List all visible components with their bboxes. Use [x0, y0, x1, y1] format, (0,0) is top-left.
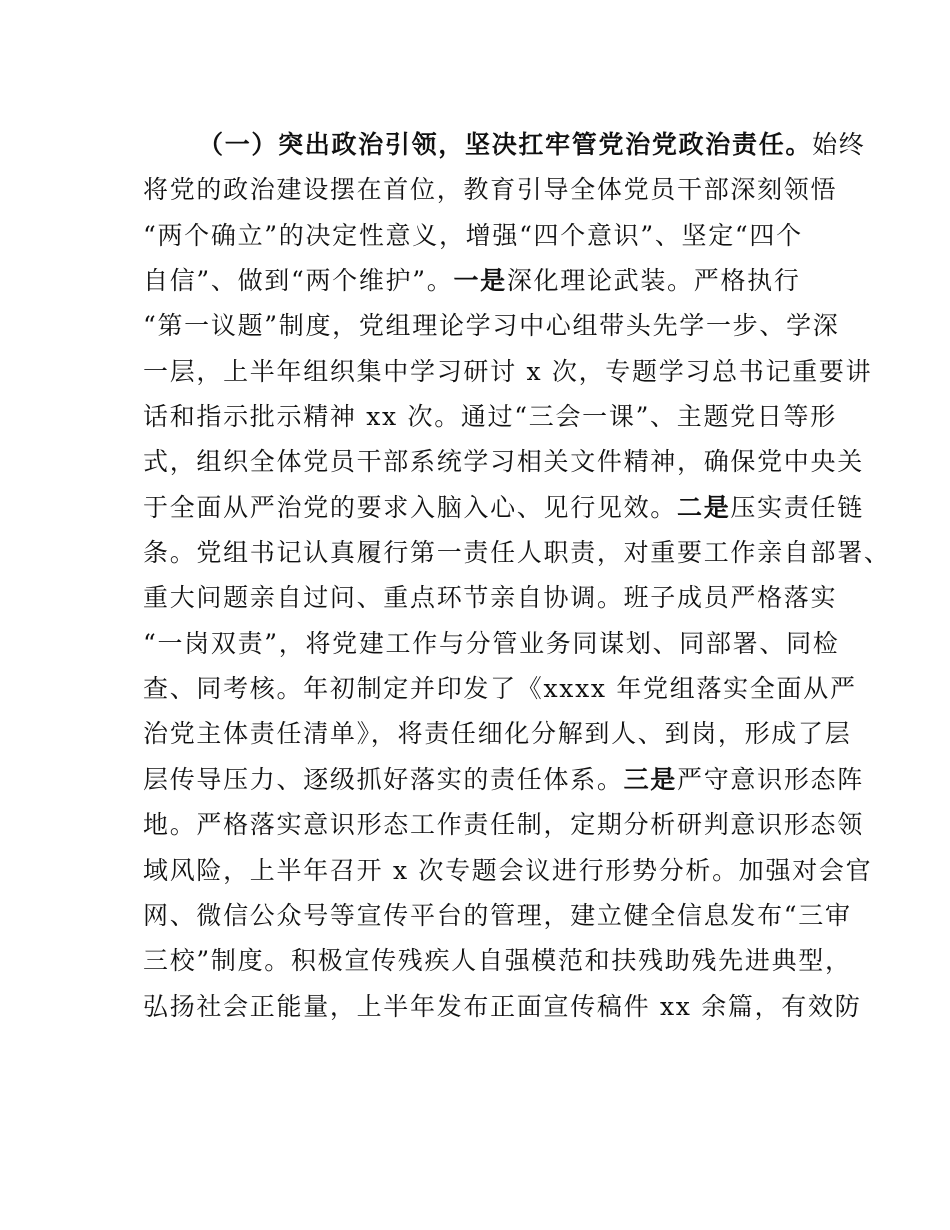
text-line	[143, 303, 843, 348]
text-segment: 查、同考核。年初制定并印发了《xxxx 年党组落实全面从严	[143, 674, 857, 704]
text-line	[143, 893, 852, 938]
text-line	[143, 122, 866, 167]
document-body	[143, 122, 891, 1029]
text-segment: 地。严格落实意识形态工作责任制，定期分析研判意识形态领	[143, 810, 864, 840]
text-line	[143, 666, 857, 711]
text-segment: 一层，上半年组织集中学习研讨 x 次，专题学习总书记重要讲	[143, 356, 873, 386]
text-line	[143, 485, 864, 530]
text-line	[143, 757, 864, 802]
text-segment: 层传导压力、逐级抓好落实的责任体系。	[143, 764, 624, 794]
text-segment: 压实责任链	[730, 492, 864, 522]
text-segment: 严守意识形态阵	[677, 764, 864, 794]
bold-text-segment: 一是	[453, 266, 507, 296]
text-segment: “一岗双责”，将党建工作与分管业务同谋划、同部署、同检	[143, 628, 840, 658]
text-line	[143, 848, 873, 893]
bold-text-segment: （一）突出政治引领，坚决扛牢管党治党政治责任。	[198, 130, 813, 159]
text-segment: 于全面从严治党的要求入脑入心、见行见效。	[143, 492, 678, 522]
text-line	[143, 802, 864, 847]
text-segment: 将党的政治建设摆在首位，教育引导全体党员干部深刻领悟	[143, 175, 838, 205]
text-line	[143, 984, 862, 1029]
text-segment: 深化理论武装。严格执行	[506, 266, 801, 296]
text-line	[143, 167, 843, 212]
text-line	[143, 938, 852, 983]
text-segment: 域风险，上半年召开 x 次专题会议进行形势分析。加强对会官	[143, 855, 873, 885]
text-line	[143, 575, 843, 620]
text-segment: “两个确立”的决定性意义，增强“四个意识”、坚定“四个	[143, 220, 803, 250]
text-line	[143, 258, 843, 303]
text-segment: “第一议题”制度，党组理论学习中心组带头先学一步、学深	[143, 311, 840, 341]
text-line	[143, 213, 843, 258]
bold-text-segment: 二是	[677, 492, 731, 522]
text-segment: 话和指示批示精神 xx 次。通过“三会一课”、主题党日等形	[143, 402, 837, 432]
text-segment: 重大问题亲自过问、重点环节亲自协调。班子成员严格落实	[143, 583, 838, 613]
text-line	[143, 349, 873, 394]
text-segment: 三校”制度。积极宣传残疾人自强模范和扶残助残先进典型，	[143, 946, 852, 976]
text-line	[143, 711, 852, 756]
bold-text-segment: 三是	[623, 764, 678, 794]
text-segment: 条。党组书记认真履行第一责任人职责，对重要工作亲自部署、	[143, 538, 891, 568]
text-segment: 式，组织全体党员干部系统学习相关文件精神，确保党中央关	[143, 447, 864, 477]
text-line	[143, 394, 843, 439]
text-segment: 治党主体责任清单》，将责任细化分解到人、到岗，形成了层	[143, 719, 852, 749]
text-segment: 自信”、做到“两个维护”。	[143, 266, 454, 296]
text-line	[143, 439, 864, 484]
text-line	[143, 530, 891, 575]
text-segment: 始终	[812, 130, 866, 159]
text-line	[143, 621, 843, 666]
text-segment: 弘扬社会正能量，上半年发布正面宣传稿件 xx 余篇，有效防	[143, 991, 862, 1021]
text-segment: 网、微信公众号等宣传平台的管理，建立健全信息发布“三审	[143, 900, 852, 930]
